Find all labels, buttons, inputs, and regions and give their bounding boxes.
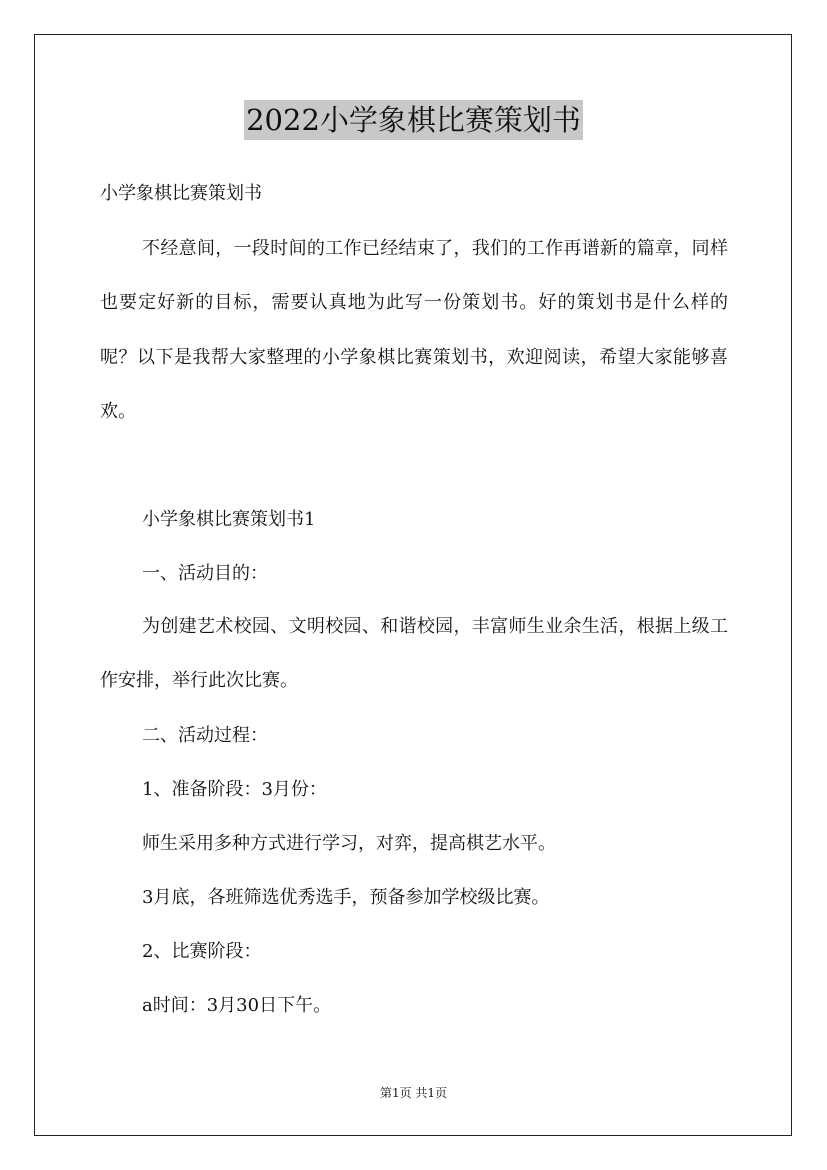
step1-heading: 1、准备阶段：3月份： bbox=[142, 779, 327, 800]
page-footer: 第1页 共1页 bbox=[379, 1086, 448, 1100]
step1-detail-1: 师生采用多种方式进行学习，对弈，提高棋艺水平。 bbox=[142, 833, 556, 854]
intro-paragraph: 不经意间，一段时间的工作已经结束了，我们的工作再谱新的篇章，同样也要定好新的目标，需要认真地为此写一份策划书。好的策划书是什么样的呢？以下是我帮大家整理的小学象棋比赛策划书，欢迎阅读，希望大家能够喜欢。 bbox=[100, 238, 728, 422]
title-container bbox=[0, 100, 827, 140]
step2-heading: 2、比赛阶段： bbox=[142, 941, 262, 962]
document-title: 2022小学象棋比赛策划书 bbox=[244, 100, 583, 140]
heading-purpose: 一、活动目的： bbox=[142, 563, 268, 584]
section-title: 小学象棋比赛策划书1 bbox=[142, 509, 316, 530]
heading-process: 二、活动过程： bbox=[142, 725, 268, 746]
document-subtitle: 小学象棋比赛策划书 bbox=[100, 183, 262, 204]
step2-time: a时间：3月30日下午。 bbox=[142, 995, 332, 1016]
step1-detail-2: 3月底，各班筛选优秀选手，预备参加学校级比赛。 bbox=[142, 887, 550, 908]
purpose-paragraph: 为创建艺术校园、文明校园、和谐校园，丰富师生业余生活，根据上级工作安排，举行此次比赛。 bbox=[100, 616, 728, 692]
